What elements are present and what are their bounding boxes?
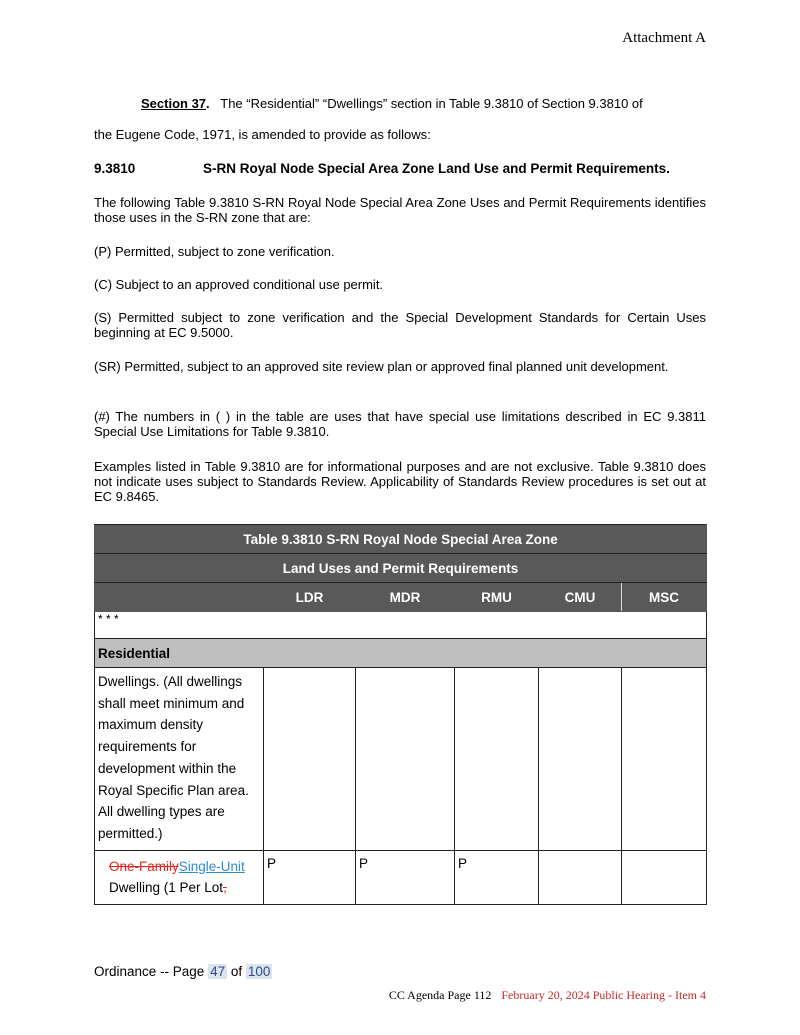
code-heading — [94, 161, 706, 176]
table-row-single-unit — [95, 850, 707, 904]
agenda-footer — [389, 988, 706, 1003]
dwellings-line: All dwelling types are — [98, 804, 225, 820]
hearing-label: February 20, 2024 Public Hearing - Item 4 — [501, 988, 706, 1002]
page-number: 47 — [210, 964, 226, 979]
page-total: 100 — [247, 964, 271, 979]
single-unit-msc-value — [622, 850, 707, 904]
single-unit-cmu-value — [539, 850, 622, 904]
dwellings-line: permitted.) — [98, 825, 163, 841]
section-text: The “Residential” “Dwellings” section in Table 9.3810 of Section 9.3810 of — [220, 96, 643, 111]
dwellings-msc-cell — [622, 668, 707, 851]
code-heading-title: S-RN Royal Node Special Area Zone Land Use and Permit Requirements. — [203, 161, 670, 176]
permit-sr-paragraph: (SR) Permitted, subject to an approved site review plan or approved final planned unit development. — [94, 359, 669, 374]
section-number: Section 37 — [141, 96, 207, 111]
residential-category-row: Residential — [95, 639, 707, 668]
table-column-headers — [95, 583, 707, 612]
permit-s-paragraph: (S) Permitted subject to zone verification and the Special Development Standards for Certain Uses beginning at EC 9.5000. — [94, 310, 706, 340]
dwellings-line: shall meet minimum and — [98, 695, 245, 711]
single-unit-rmu-value: P — [455, 850, 539, 904]
dwellings-cmu-cell — [539, 668, 622, 851]
dwellings-line: development within the — [98, 760, 237, 776]
table-title-line1: Table 9.3810 S-RN Royal Node Special Area Zone — [95, 525, 707, 554]
section-intro: Section 37. The “Residential” “Dwellings” section in Table 9.3810 of Section 9.3810 of — [141, 96, 643, 111]
single-unit-mdr-value: P — [356, 850, 455, 904]
page-footer — [94, 964, 272, 979]
column-header-mdr: MDR — [356, 583, 455, 612]
dwellings-rmu-cell — [455, 668, 539, 851]
column-header-rmu: RMU — [455, 583, 539, 612]
dwellings-mdr-cell — [356, 668, 455, 851]
code-heading-number: 9.3810 — [94, 161, 136, 176]
permit-p-paragraph: (P) Permitted, subject to zone verification. — [94, 244, 335, 259]
deleted-text: One-Family — [109, 858, 179, 874]
table-title-line2: Land Uses and Permit Requirements — [95, 554, 707, 583]
agenda-page: CC Agenda Page 112 — [388, 988, 492, 1002]
column-header-msc: MSC — [622, 583, 707, 612]
dwellings-line: Dwellings. (All dwellings — [98, 674, 243, 689]
attachment-label: Attachment A — [622, 30, 706, 46]
dwellings-ldr-cell — [264, 668, 356, 851]
dwellings-line: requirements for — [98, 739, 197, 755]
single-unit-label — [95, 850, 264, 904]
single-unit-line2: Dwelling (1 Per Lot — [109, 879, 224, 895]
column-header-ldr: LDR — [264, 583, 356, 612]
column-header-use — [95, 583, 264, 612]
land-use-table — [94, 524, 707, 905]
footer-prefix: Ordinance -- Page — [94, 964, 205, 979]
permit-c-paragraph: (C) Subject to an approved conditional use permit. — [94, 277, 384, 292]
omission-marker: * * * — [95, 612, 707, 639]
dwellings-line: Royal Specific Plan area. — [98, 782, 249, 798]
footer-of: of — [230, 964, 243, 979]
examples-paragraph: Examples listed in Table 9.3810 are for informational purposes and are not exclusive. Table 9.3810 does not indicate uses subject to Standards Review. Applicability of Standards Review procedures is set out at EC 9.8465. — [94, 459, 706, 504]
dwellings-line: maximum density — [98, 717, 204, 733]
intro-paragraph: The following Table 9.3810 S-RN Royal Node Special Area Zone Uses and Permit Requirements identifies those uses in the S-RN zone that are: — [94, 195, 706, 225]
column-header-cmu: CMU — [539, 583, 622, 612]
table-row-dwellings — [95, 668, 707, 851]
dwellings-label — [95, 668, 264, 851]
single-unit-ldr-value: P — [264, 850, 356, 904]
section-text-continued: the Eugene Code, 1971, is amended to provide as follows: — [94, 127, 431, 142]
inserted-text: Single-Unit — [178, 858, 245, 874]
deleted-comma: , — [223, 879, 227, 895]
special-use-paragraph: (#) The numbers in ( ) in the table are uses that have special use limitations described in EC 9.3811 Special Use Limitations for Table 9.3810. — [94, 409, 706, 439]
